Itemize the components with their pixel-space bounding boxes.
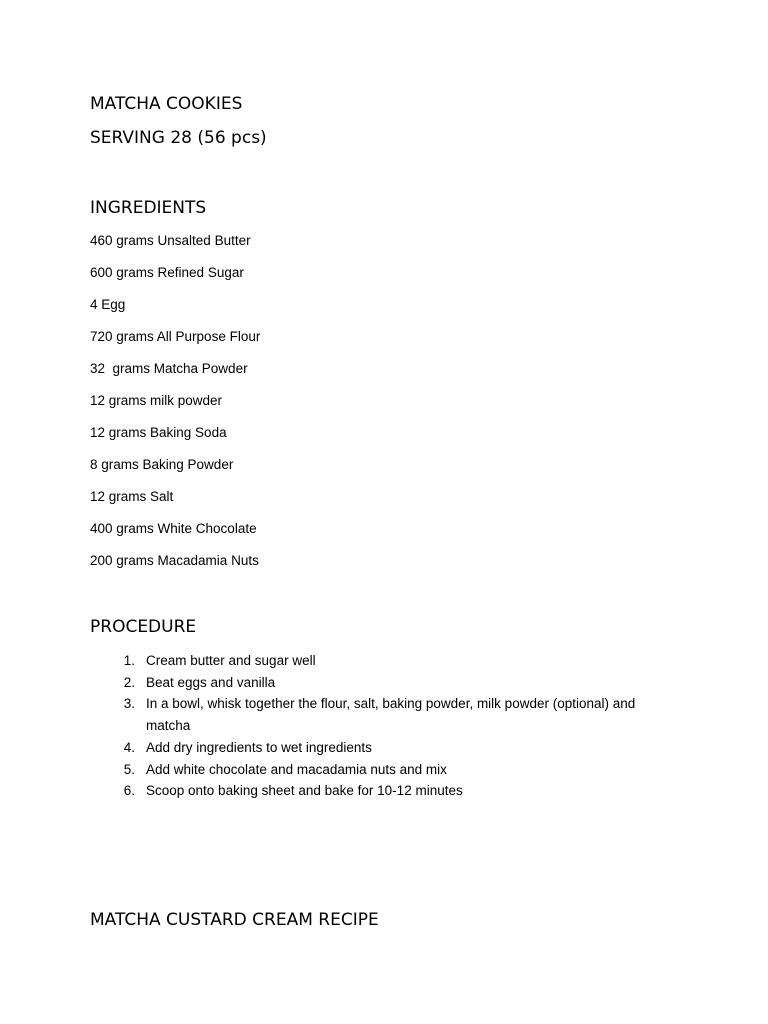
ingredient-item: 600 grams Refined Sugar: [90, 265, 244, 280]
ingredient-item: 12 grams Salt: [90, 489, 174, 504]
procedure-step: [90, 759, 660, 781]
ingredient-item: 720 grams All Purpose Flour: [90, 329, 261, 344]
step-text: Scoop onto baking sheet and bake for 10-12 minutes: [146, 783, 463, 799]
step-text: Add dry ingredients to wet ingredients: [146, 739, 372, 755]
step-number: 2.: [123, 674, 135, 690]
step-number: 6.: [123, 783, 135, 799]
recipe-title: MATCHA COOKIES: [90, 94, 243, 114]
ingredient-item: 8 grams Baking Powder: [90, 457, 234, 472]
procedure-step: [90, 780, 660, 802]
step-text: In a bowl, whisk together the flour, salt, baking powder, milk powder (optional) and matcha: [146, 696, 636, 734]
ingredient-item: 12 grams milk powder: [90, 393, 223, 408]
step-text: Cream butter and sugar well: [146, 653, 316, 668]
ingredient-item: 12 grams Baking Soda: [90, 425, 227, 440]
ingredients-heading: INGREDIENTS: [90, 198, 207, 218]
step-text: Beat eggs and vanilla: [146, 674, 276, 690]
procedure-step: [90, 737, 660, 759]
ingredient-item: 200 grams Macadamia Nuts: [90, 553, 259, 568]
step-text: Add white chocolate and macadamia nuts and mix: [146, 761, 447, 777]
step-number: 5.: [123, 761, 135, 777]
step-number: 1.: [123, 653, 135, 668]
second-recipe-title: MATCHA CUSTARD CREAM RECIPE: [90, 910, 379, 930]
procedure-step: [90, 693, 660, 736]
ingredient-item: 400 grams White Chocolate: [90, 521, 257, 536]
procedure-step: [90, 650, 660, 672]
serving-info: SERVING 28 (56 pcs): [90, 128, 267, 148]
procedure-heading: PROCEDURE: [90, 617, 197, 637]
step-number: 4.: [123, 739, 135, 755]
ingredient-item: 460 grams Unsalted Butter: [90, 233, 251, 248]
procedure-list: [90, 650, 660, 802]
procedure-step: [90, 672, 660, 694]
step-number: 3.: [123, 696, 135, 712]
ingredient-item: 32 grams Matcha Powder: [90, 361, 248, 376]
ingredient-item: 4 Egg: [90, 297, 126, 312]
